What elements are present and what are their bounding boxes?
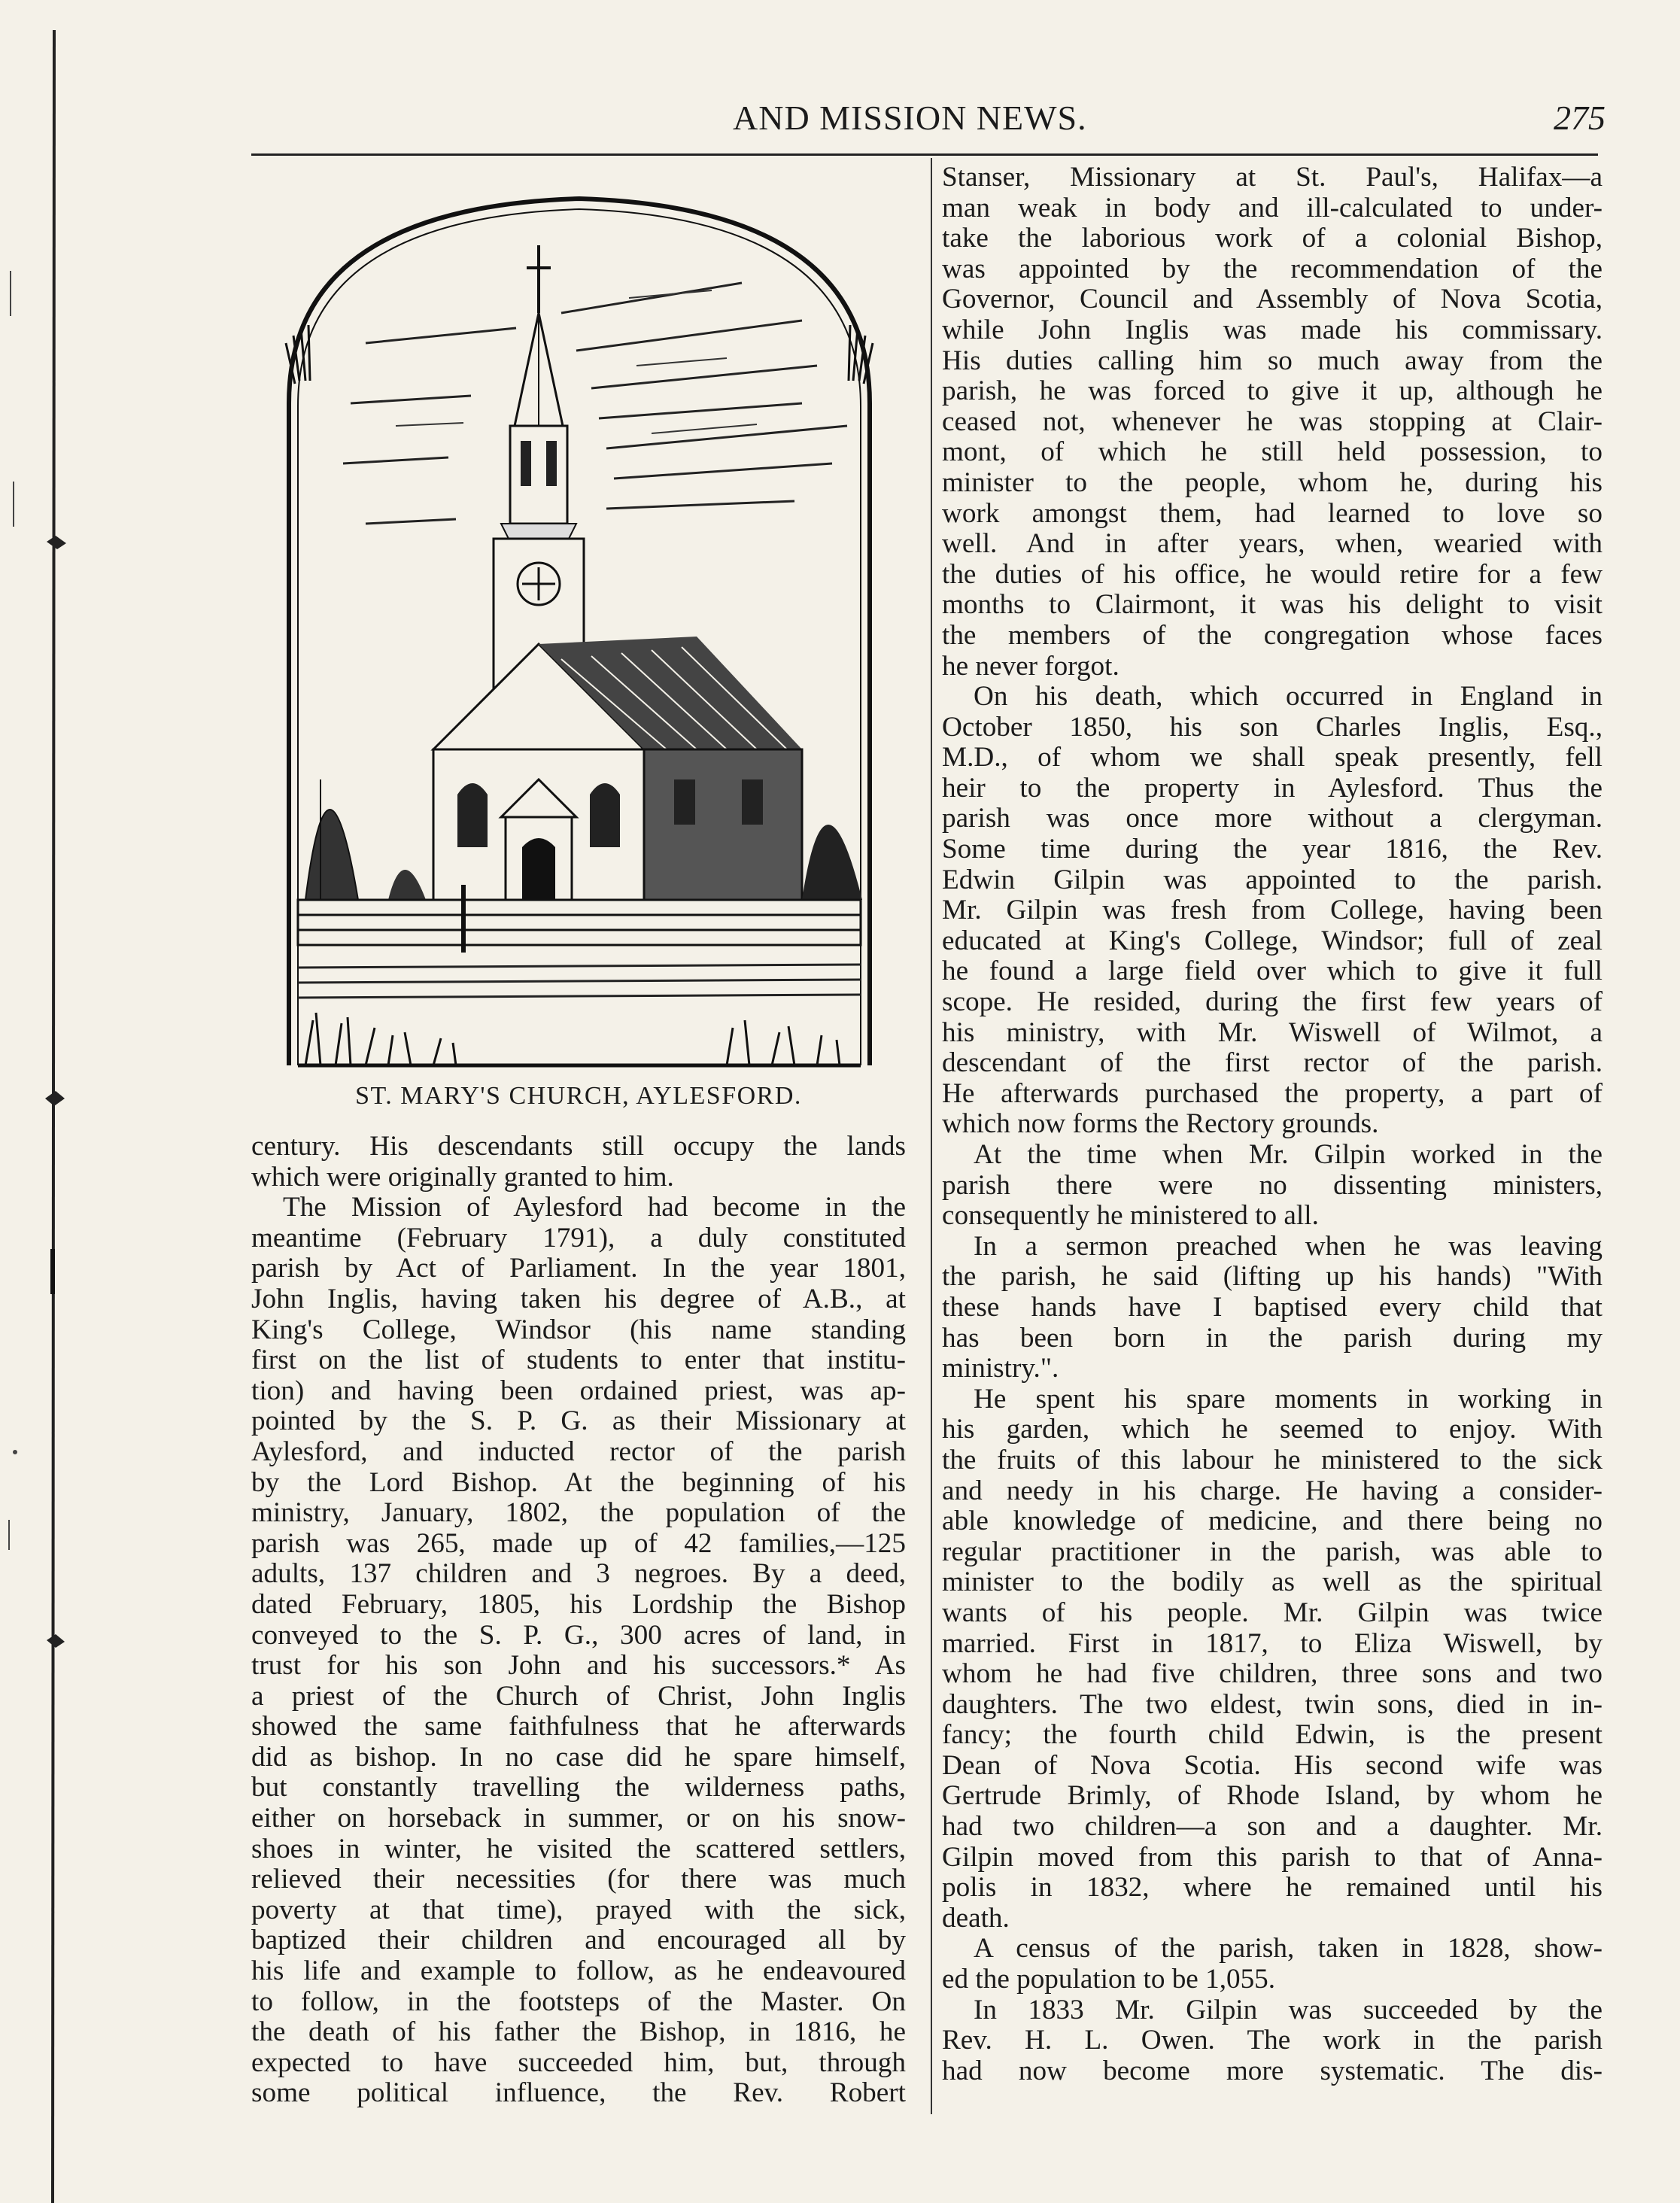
binding-edge xyxy=(0,0,83,2203)
text-line: which now forms the Rectory grounds. xyxy=(942,1108,1379,1140)
text-line: the death of his father the Bishop, in 1816, he xyxy=(251,2016,906,2048)
text-line: In 1833 Mr. Gilpin was succeeded by the xyxy=(974,1994,1603,2025)
text-line: he never forgot. xyxy=(942,650,1119,682)
text-line: century. His descendants still occupy the lands xyxy=(251,1131,906,1162)
text-line: parish was 265, made up of 42 families,—125 xyxy=(251,1527,906,1559)
text-line: the parish, he said (lifting up his hands) "With xyxy=(942,1261,1603,1293)
text-line: poverty at that time), prayed with the sick, xyxy=(251,1894,906,1925)
text-line: which were originally granted to him. xyxy=(251,1161,674,1193)
text-line: M.D., of whom we shall speak presently, fell xyxy=(942,742,1603,773)
text-line: parish was once more without a clergyman. xyxy=(942,803,1603,834)
text-line: Mr. Gilpin was fresh from College, having been xyxy=(942,895,1603,926)
text-line: while John Inglis was made his commissary. xyxy=(942,314,1603,345)
text-line: heir to the property in Aylesford. Thus the xyxy=(942,772,1603,804)
text-line: descendant of the first rector of the parish. xyxy=(942,1047,1603,1079)
text-line: Dean of Nova Scotia. His second wife was xyxy=(942,1749,1603,1781)
text-line: his life and example to follow, as he endeavoured xyxy=(251,1955,906,1987)
text-line: fancy; the fourth child Edwin, is the present xyxy=(942,1719,1603,1751)
text-line: consequently he ministered to all. xyxy=(942,1200,1319,1232)
text-line: conveyed to the S. P. G., 300 acres of land, in xyxy=(251,1619,906,1651)
text-line: death. xyxy=(942,1902,1010,1934)
text-line: showed the same faithfulness that he afterwards xyxy=(251,1711,906,1743)
text-line: John Inglis, having taken his degree of A.B., at xyxy=(251,1283,906,1314)
text-line: months to Clairmont, it was his delight to visit xyxy=(942,589,1603,621)
text-line: On his death, which occurred in England in xyxy=(974,681,1603,713)
text-line: the duties of his office, he would retire for a few xyxy=(942,558,1603,590)
header-title: AND MISSION NEWS. xyxy=(733,99,1087,137)
text-line: work amongst them, had learned to love so xyxy=(942,497,1603,529)
church-engraving xyxy=(275,178,883,1073)
text-line: daughters. The two eldest, twin sons, died in in- xyxy=(942,1688,1603,1720)
text-line: but constantly travelling the wilderness paths, xyxy=(251,1772,906,1803)
text-line: by the Lord Bishop. At the beginning of his xyxy=(251,1466,906,1498)
text-line: first on the list of students to enter that institu- xyxy=(251,1345,906,1376)
text-line: dated February, 1805, his Lordship the Bishop xyxy=(251,1588,906,1620)
text-line: scope. He resided, during the first few years of xyxy=(942,986,1603,1018)
text-line: He spent his spare moments in working in xyxy=(974,1383,1603,1414)
column-divider xyxy=(931,158,932,2114)
text-line: A census of the parish, taken in 1828, show- xyxy=(974,1933,1603,1964)
text-line: the fruits of this labour he ministered to the sick xyxy=(942,1444,1603,1475)
text-line: has been born in the parish during my xyxy=(942,1322,1603,1354)
text-line: minister to the bodily as well as the spiritual xyxy=(942,1566,1603,1598)
text-line: well. And in after years, when, wearied with xyxy=(942,528,1603,560)
text-line: King's College, Windsor (his name standing xyxy=(251,1314,906,1345)
text-line: parish by Act of Parliament. In the year 1801, xyxy=(251,1253,906,1284)
text-line: pointed by the S. P. G. as their Missionary at xyxy=(251,1405,906,1437)
text-line: the members of the congregation whose faces xyxy=(942,619,1603,651)
text-line: Gilpin moved from this parish to that of Anna- xyxy=(942,1841,1603,1873)
text-line: ceased not, whenever he was stopping at Clair- xyxy=(942,406,1603,437)
text-line: His duties calling him so much away from the xyxy=(942,345,1603,376)
text-line: Some time during the year 1816, the Rev. xyxy=(942,834,1603,865)
text-line: mont, of which he still held possession, to xyxy=(942,436,1603,468)
text-line: Gertrude Brimly, of Rhode Island, by whom he xyxy=(942,1780,1603,1812)
text-line: Stanser, Missionary at St. Paul's, Halifax—a xyxy=(942,162,1603,193)
text-line: educated at King's College, Windsor; full of zeal xyxy=(942,925,1603,956)
text-line: trust for his son John and his successors.* As xyxy=(251,1650,906,1682)
text-line: able knowledge of medicine, and there being no xyxy=(942,1506,1603,1537)
text-line: and needy in his charge. He having a consider- xyxy=(942,1475,1603,1506)
text-line: his garden, which he seemed to enjoy. With xyxy=(942,1414,1603,1445)
text-line: he found a large field over which to give it full xyxy=(942,956,1603,987)
text-line: ministry, January, 1802, the population of the xyxy=(251,1497,906,1529)
text-line: had two children—a son and a daughter. Mr. xyxy=(942,1811,1603,1843)
text-line: whom he had five children, three sons and two xyxy=(942,1658,1603,1690)
text-line: man weak in body and ill-calculated to under- xyxy=(942,192,1603,223)
text-line: take the laborious work of a colonial Bishop, xyxy=(942,223,1603,254)
text-line: a priest of the Church of Christ, John Inglis xyxy=(251,1680,906,1712)
right-text-column xyxy=(942,163,1603,2086)
running-header xyxy=(251,89,1606,149)
text-line: to follow, in the footsteps of the Master. On xyxy=(251,1986,906,2017)
text-line: ed the population to be 1,055. xyxy=(942,1964,1276,1995)
text-line: either on horseback in summer, or on his snow- xyxy=(251,1803,906,1834)
text-line: baptized their children and encouraged all by xyxy=(251,1925,906,1956)
text-line: adults, 137 children and 3 negroes. By a deed, xyxy=(251,1558,906,1590)
text-line: parish, he was forced to give it up, although he xyxy=(942,375,1603,407)
header-rule xyxy=(251,153,1598,156)
text-line: October 1850, his son Charles Inglis, Esq., xyxy=(942,711,1603,743)
text-line: ministry.". xyxy=(942,1353,1059,1384)
text-line: minister to the people, whom he, during his xyxy=(942,466,1603,498)
text-line: parish there were no dissenting ministers, xyxy=(942,1169,1603,1201)
text-line: expected to have succeeded him, but, through xyxy=(251,2047,906,2078)
text-line: The Mission of Aylesford had become in the xyxy=(283,1192,906,1223)
text-line: regular practitioner in the parish, was able to xyxy=(942,1536,1603,1567)
text-line: Governor, Council and Assembly of Nova Scotia, xyxy=(942,284,1603,315)
text-line: polis in 1832, where he remained until his xyxy=(942,1872,1603,1904)
text-line: these hands have I baptised every child that xyxy=(942,1291,1603,1323)
text-line: In a sermon preached when he was leaving xyxy=(974,1230,1603,1262)
text-line: some political influence, the Rev. Robert xyxy=(251,2077,906,2109)
text-line: Rev. H. L. Owen. The work in the parish xyxy=(942,2025,1603,2056)
figure-caption: ST. MARY'S CHURCH, AYLESFORD. xyxy=(355,1082,802,1110)
text-line: was appointed by the recommendation of the xyxy=(942,253,1603,284)
text-line: married. First in 1817, to Eliza Wiswell, by xyxy=(942,1627,1603,1659)
text-line: meantime (February 1791), a duly constituted xyxy=(251,1222,906,1253)
text-line: At the time when Mr. Gilpin worked in the xyxy=(974,1139,1603,1170)
text-line: shoes in winter, he visited the scattered settlers, xyxy=(251,1833,906,1864)
text-line: He afterwards purchased the property, a part of xyxy=(942,1077,1603,1109)
text-line: did as bishop. In no case did he spare himself, xyxy=(251,1741,906,1773)
text-line: Aylesford, and inducted rector of the parish xyxy=(251,1436,906,1467)
text-line: tion) and having been ordained priest, was ap- xyxy=(251,1375,906,1406)
left-text-column xyxy=(251,1132,906,2109)
text-line: wants of his people. Mr. Gilpin was twice xyxy=(942,1597,1603,1628)
text-line: had now become more systematic. The dis- xyxy=(942,2055,1603,2086)
text-line: relieved their necessities (for there was much xyxy=(251,1864,906,1895)
text-line: Edwin Gilpin was appointed to the parish. xyxy=(942,864,1603,895)
page-number: 275 xyxy=(1554,99,1606,137)
text-line: his ministry, with Mr. Wiswell of Wilmot, a xyxy=(942,1016,1603,1048)
